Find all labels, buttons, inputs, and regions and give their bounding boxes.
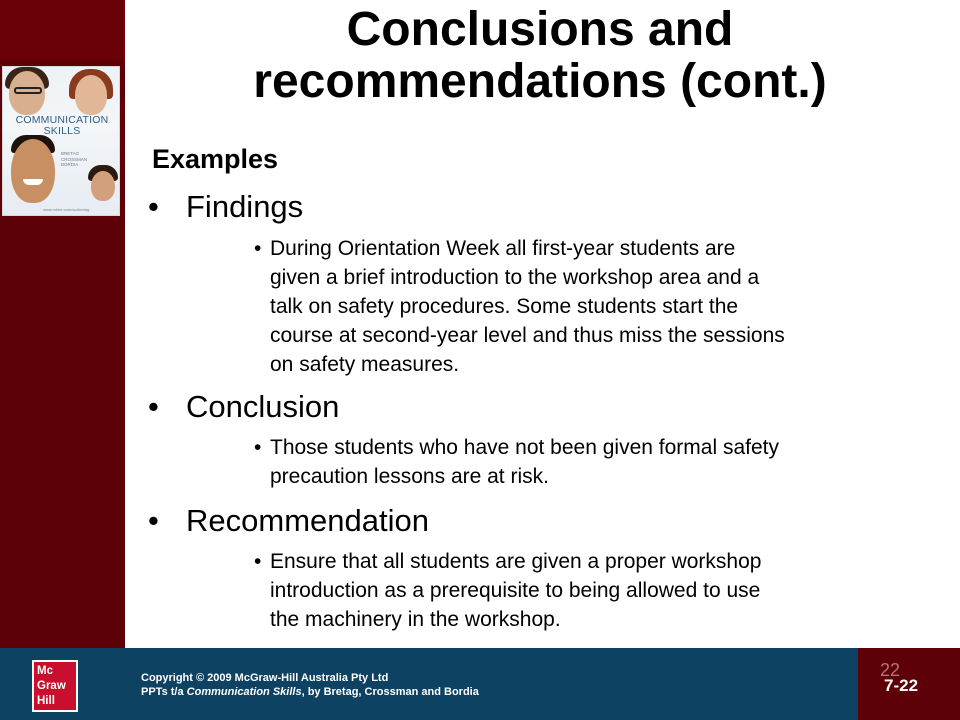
top-left-accent <box>0 0 125 60</box>
bullet-heading: Conclusion <box>186 389 340 424</box>
sub-bullet-dot: • <box>254 436 262 459</box>
copyright-line2 <box>141 685 479 699</box>
copyright-suffix: , by Bretag, Crossman and Bordia <box>301 686 479 698</box>
page-ghost-number: 22 <box>880 660 901 680</box>
cover-author: BRETAG <box>61 151 80 156</box>
slide-title-line1: Conclusions and <box>346 3 734 56</box>
detail-line: precaution lessons are at risk. <box>270 465 549 488</box>
sub-bullet-dot: • <box>254 550 262 573</box>
bullet-dot: • <box>148 189 159 224</box>
sub-bullet-dot: • <box>254 237 262 260</box>
book-title-italic: Communication Skills <box>186 686 302 698</box>
detail-line: Ensure that all students are given a proper workshop <box>270 550 762 573</box>
examples-heading: Examples <box>152 144 279 174</box>
cover-person-4 <box>91 171 115 201</box>
cover-title-line2: SKILLS <box>43 125 81 137</box>
cover-title <box>3 115 120 137</box>
copyright-line1: Copyright © 2009 McGraw-Hill Australia Pty Ltd <box>141 672 389 684</box>
cover-author: BORDIA <box>61 162 79 167</box>
findings-text <box>270 234 930 379</box>
slide-title <box>150 4 930 108</box>
cover-smile <box>23 179 43 185</box>
detail-line: introduction as a prerequisite to being allowed to use <box>270 579 761 602</box>
copyright-notice <box>141 671 479 699</box>
bullet-dot: • <box>148 503 159 538</box>
mcgraw-hill-logo <box>32 660 78 712</box>
cover-author: CROSSMAN <box>61 156 88 162</box>
slide-title-line2: recommendations (cont.) <box>253 55 827 108</box>
detail-line: During Orientation Week all first-year students are <box>270 237 736 260</box>
logo-line: Graw <box>37 680 66 692</box>
detail-line: given a brief introduction to the workshop area and a <box>270 266 760 289</box>
cover-person-2 <box>75 75 107 115</box>
logo-line: Hill <box>37 695 55 707</box>
copyright-prefix: PPTs t/a <box>141 686 187 698</box>
book-cover-image <box>2 66 120 216</box>
logo-line: Mc <box>37 665 53 677</box>
page-number: 7-22 <box>884 676 919 695</box>
conclusion-text <box>270 433 930 491</box>
bullet-heading: Recommendation <box>186 503 429 538</box>
recommendation-text <box>270 547 930 634</box>
cover-glasses <box>14 87 42 94</box>
bullet-dot: • <box>148 389 159 424</box>
detail-line: the machinery in the workshop. <box>270 608 561 631</box>
detail-line: talk on safety procedures. Some students start the <box>270 295 739 318</box>
cover-url: www.mhhe.com/au/bretag <box>43 207 90 212</box>
bullet-heading: Findings <box>186 189 304 224</box>
cover-person-3 <box>11 139 55 203</box>
detail-line: on safety measures. <box>270 353 460 376</box>
detail-line: Those students who have not been given formal safety <box>270 436 779 459</box>
detail-line: course at second-year level and thus miss the sessions <box>270 324 785 347</box>
cover-title-line1: COMMUNICATION <box>15 114 109 126</box>
